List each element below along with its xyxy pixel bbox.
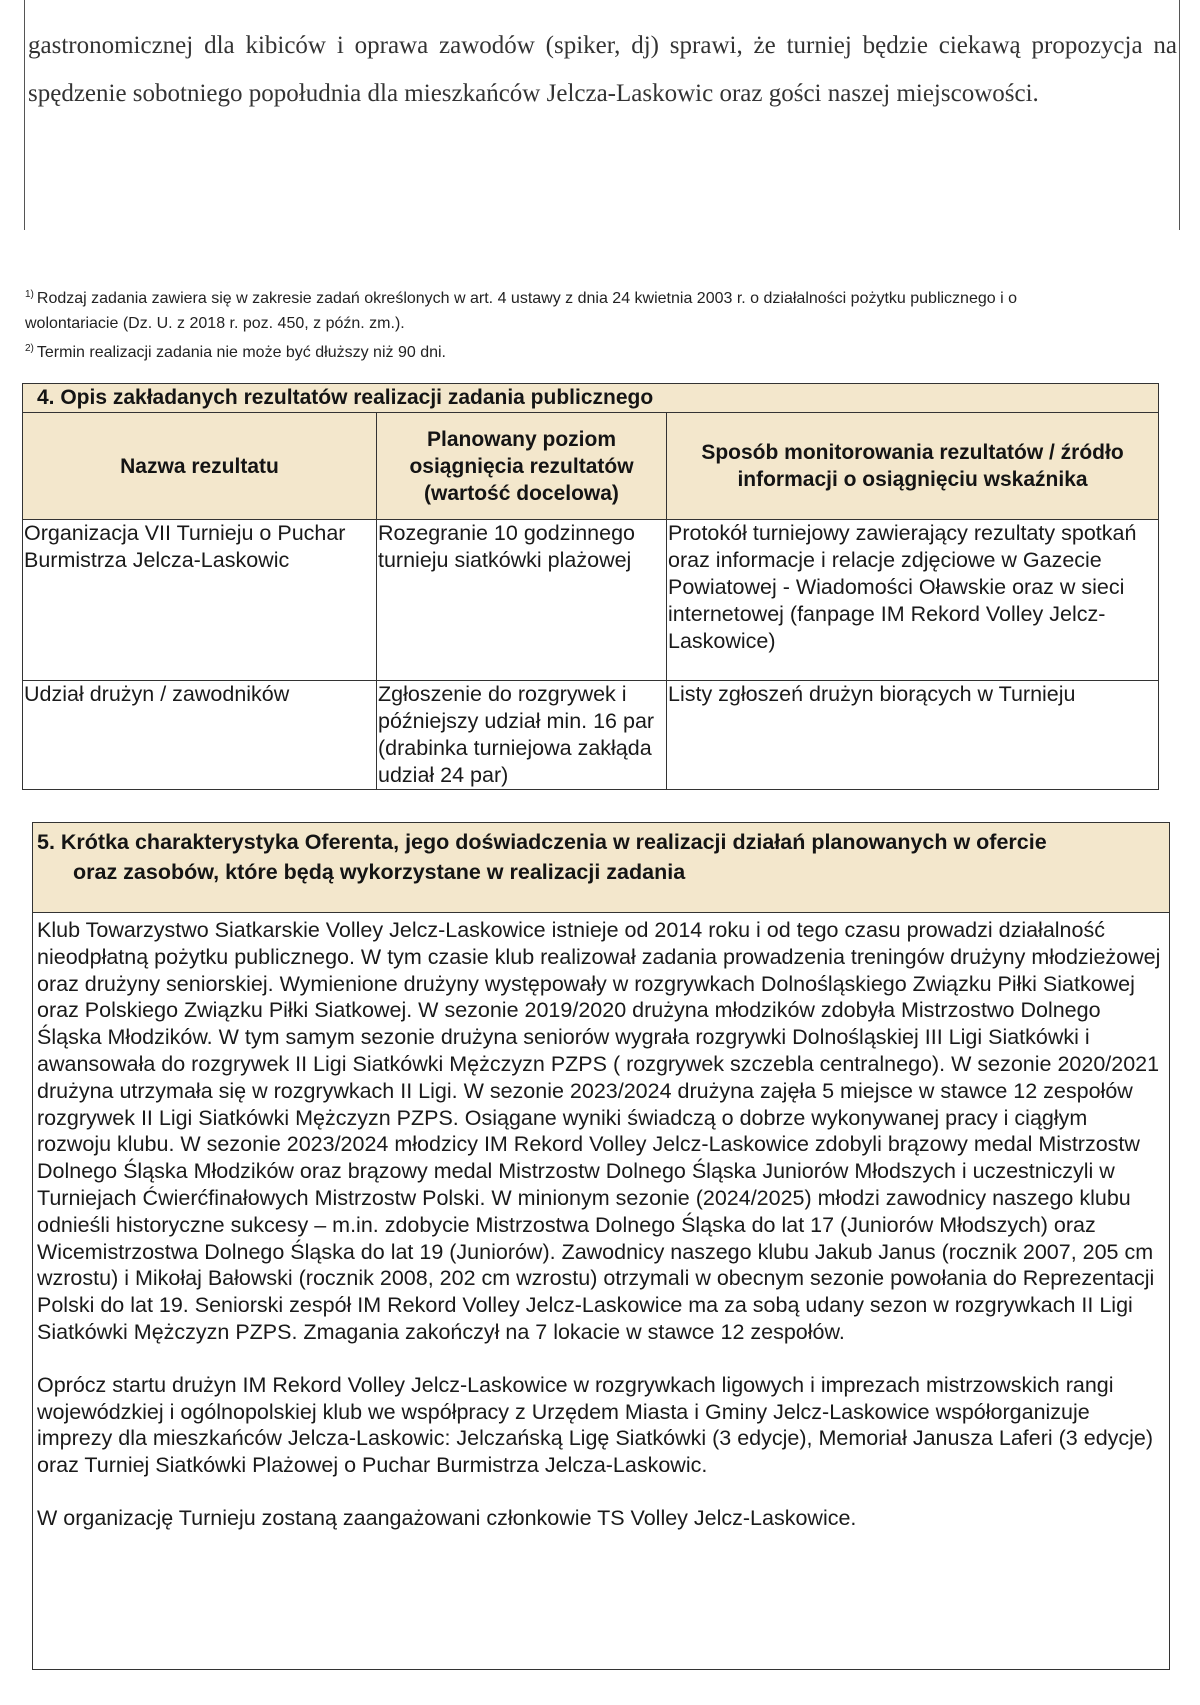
section-5-title-line-1: 5. Krótka charakterystyka Oferenta, jego doświadczenia w realizacji działań planowanych w ofercie	[37, 830, 1047, 854]
header-monitoring: Sposób monitorowania rezultatów / źródło informacji o osiągnięciu wskaźnika	[667, 413, 1159, 520]
footnote-2	[25, 336, 1075, 365]
section-4-title: 4. Opis zakładanych rezultatów realizacji zadania publicznego	[23, 384, 1159, 413]
paragraph: Klub Towarzystwo Siatkarskie Volley Jelcz-Laskowice istnieje od 2014 roku i od tego czasu prowadzi działalność nieodpłatną pożytku publicznego. W tym czasie klub realizował zadania prowadzenia treningów drużyny młodzieżowej oraz drużyny seniorskiej. Wymienione drużyny występowały w rozgrywkach Dolnośląskiego Związku Piłki Siatkowej oraz Polskiego Związku Piłki Siatkowej. W sezonie 2019/2020 drużyna młodzików zdobyła Mistrzostwo Dolnego Śląska Młodzików. W tym samym sezonie drużyna seniorów wygrała rozgrywki Dolnośląskiej III Ligi Siatkówki i awansowała do rozgrywek II Ligi Siatkówki Mężczyzn PZPS ( rozgrywek szczebla centralnego). W sezonie 2020/2021 drużyna utrzymała się w rozgrywkach II Ligi. W sezonie 2023/2024 drużyna zajęła 5 miejsce w stawce 12 zespołów rozgrywek II Ligi Siatkówki Mężczyzn PZPS. Osiągane wyniki świadczą o dobrze wykonywanej pracy i ciągłym rozwoju klubu. W sezonie 2023/2024 młodzicy IM Rekord Volley Jelcz-Laskowice zdobyli brązowy medal Mistrzostw Dolnego Śląska Młodzików oraz brązowy medal Mistrzostw Dolnego Śląska Juniorów Młodszych i uczestniczyli w Turniejach Ćwierćfinałowych Mistrzostw Polski. W minionym sezonie (2024/2025) młodzi zawodnicy naszego klubu odnieśli historyczne sukcesy – m.in. zdobycie Mistrzostwa Dolnego Śląska do lat 17 (Juniorów Młodszych) oraz Wicemistrzostwa Dolnego Śląska do lat 19 (Juniorów). Zawodnicy naszego klubu Jakub Janus (rocznik 2007, 205 cm wzrostu) i Mikołaj Bałowski (rocznik 2008, 202 cm wzrostu) otrzymali w obecnym sezonie powołania do Reprezentacji Polski do lat 19. Seniorski zespół IM Rekord Volley Jelcz-Laskowice ma za sobą udany sezon w rozgrywkach II Ligi Siatkówki Mężczyzn PZPS. Zmagania zakończył na 7 lokacie w stawce 12 zespołów.	[37, 918, 1161, 1344]
result-name-cell: Organizacja VII Turnieju o Puchar Burmistrza Jelcza-Laskowic	[23, 520, 377, 681]
section-5-body	[33, 913, 1169, 1532]
header-target-level: Planowany poziom osiągnięcia rezultatów (wartość docelowa)	[377, 413, 667, 520]
paragraph: Oprócz startu drużyn IM Rekord Volley Jelcz-Laskowice w rozgrywkach ligowych i imprezach mistrzowskich rangi wojewódzkiej i ogólnopolskiej klub we współpracy z Urzędem Miasta i Gminy Jelcz-Laskowice współorganizuje imprezy dla mieszkańców Jelcza-Laskowic: Jelczańską Ligę Siatkówki (3 edycje), Memoriał Janusza Laferi (3 edycje) oraz Turniej Siatkówki Plażowej o Puchar Burmistrza Jelcza-Laskowic.	[37, 1372, 1154, 1478]
target-cell: Rozegranie 10 godzinnego turnieju siatkówki plażowej	[377, 520, 667, 681]
header-result-name: Nazwa rezultatu	[23, 413, 377, 520]
result-name-cell: Udział drużyn / zawodników	[23, 681, 377, 790]
footnotes	[25, 282, 1075, 365]
section-5-title	[33, 823, 1169, 913]
section-5-title-line-2: oraz zasobów, które będą wykorzystane w realizacji zadania	[73, 860, 686, 884]
footnote-2-mark: 2)	[25, 343, 34, 354]
monitoring-cell: Protokół turniejowy zawierający rezultaty spotkań oraz informacje i relacje zdjęciowe w Gazecie Powiatowej - Wiadomości Oławskie oraz w sieci internetowej (fanpage IM Rekord Volley Jelcz-Laskowice)	[667, 520, 1159, 681]
footnote-2-text: Termin realizacji zadania nie może być dłuższy niż 90 dni.	[36, 344, 446, 361]
results-table	[22, 383, 1159, 790]
target-cell: Zgłoszenie do rozgrywek i późniejszy udział min. 16 par (drabinka turniejowa zakłąda udział 24 par)	[377, 681, 667, 790]
footnote-1	[25, 282, 1075, 336]
section-5-box	[32, 822, 1170, 1670]
footnote-1-text: Rodzaj zadania zawiera się w zakresie zadań określonych w art. 4 ustawy z dnia 24 kwietnia 2003 r. o działalności pożytku publicznego i o wolontariacie (Dz. U. z 2018 r. poz. 450, z późn. zm.).	[25, 290, 1017, 332]
monitoring-cell: Listy zgłoszeń drużyn biorących w Turnieju	[667, 681, 1159, 790]
previous-section-text: gastronomicznej dla kibiców i oprawa zawodów (spiker, dj) sprawi, że turniej będzie ciekawą propozycja na spędzenie sobotniego popołudnia dla mieszkańców Jelcza-Laskowic oraz gości naszej miejscowości.	[28, 32, 1177, 107]
previous-section-box	[24, 0, 1180, 230]
table-row	[23, 520, 1159, 681]
paragraph: W organizację Turnieju zostaną zaangażowani członkowie TS Volley Jelcz-Laskowice.	[37, 1505, 857, 1530]
table-row	[23, 681, 1159, 790]
footnote-1-mark: 1)	[25, 289, 34, 300]
